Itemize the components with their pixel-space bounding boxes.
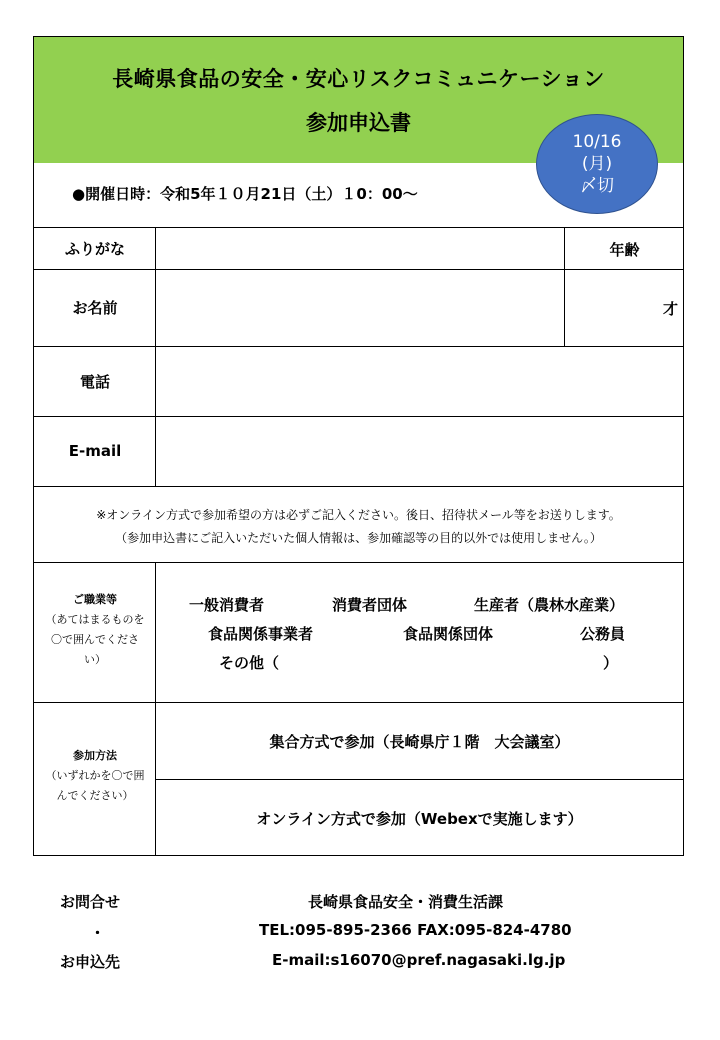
contact-label-top: お問合せ [60, 893, 121, 911]
email-input[interactable] [157, 417, 683, 485]
occupation-hint: い） [84, 653, 106, 666]
method-label-block [34, 746, 156, 806]
event-date: ●開催日時：令和5年１０月21日（土）１0：00～ [72, 185, 418, 203]
option-civil-servant[interactable]: 公務員 [580, 625, 626, 643]
row-divider [34, 486, 683, 487]
email-label: E-mail [68, 442, 122, 460]
occupation-hint: （あてはまるものを [45, 613, 145, 626]
method-hint: んでください） [56, 789, 134, 802]
privacy-note: （参加申込書にご記入いただいた個人情報は、参加確認等の目的以外では使用しません。） [115, 531, 602, 545]
form-title: 長崎県食品の安全・安心リスクコミュニケーション [112, 67, 605, 91]
phone-input[interactable] [157, 347, 683, 415]
option-food-group[interactable]: 食品関係団体 [403, 625, 494, 643]
deadline-date: 10/16 [572, 132, 622, 152]
other-occupation-input[interactable] [296, 649, 596, 673]
occupation-hint: 〇で囲んでくださ [51, 633, 139, 646]
phone-label: 電話 [79, 372, 110, 391]
contact-label-bottom: お申込先 [60, 953, 121, 971]
contact-tel-fax: TEL:095-895-2366 FAX:095-824-4780 [259, 921, 572, 939]
method-hint: （いずれかを〇で囲 [45, 769, 145, 782]
row-divider [156, 779, 683, 780]
occupation-label-block [34, 590, 156, 670]
option-food-business[interactable]: 食品関係事業者 [208, 625, 314, 643]
option-other-close: ） [603, 654, 619, 672]
deadline-badge [536, 114, 658, 214]
application-form [33, 36, 684, 856]
age-unit: 才 [663, 300, 679, 318]
deadline-label: 〆切 [580, 176, 614, 196]
furigana-input[interactable] [157, 228, 563, 268]
occupation-label: ご職業等 [73, 593, 117, 606]
age-label: 年齢 [609, 241, 640, 259]
deadline-weekday: (月) [581, 154, 613, 174]
option-online[interactable]: オンライン方式で参加（Webexで実施します） [256, 810, 583, 828]
contact-department: 長崎県食品安全・消費生活課 [308, 893, 504, 911]
row-divider [34, 702, 683, 703]
row-divider [34, 562, 683, 563]
furigana-label: ふりがな [64, 239, 125, 258]
form-subtitle: 参加申込書 [306, 111, 411, 135]
name-input[interactable] [157, 270, 563, 345]
contact-label-mid: ・ [90, 924, 106, 942]
online-note: ※オンライン方式で参加希望の方は必ずご記入ください。後日、招待状メール等をお送りします。 [96, 508, 621, 522]
option-general-consumer[interactable]: 一般消費者 [189, 596, 265, 614]
option-producer[interactable]: 生産者（農林水産業） [474, 596, 625, 614]
method-label: 参加方法 [73, 749, 117, 762]
option-other[interactable]: その他（ [219, 654, 280, 672]
contact-email[interactable]: E-mail:s16070@pref.nagasaki.lg.jp [272, 951, 566, 969]
column-divider [564, 227, 565, 346]
option-in-person[interactable]: 集合方式で参加（長崎県庁１階 大会議室） [269, 733, 570, 751]
name-label: お名前 [72, 299, 118, 317]
option-consumer-group[interactable]: 消費者団体 [332, 596, 408, 614]
